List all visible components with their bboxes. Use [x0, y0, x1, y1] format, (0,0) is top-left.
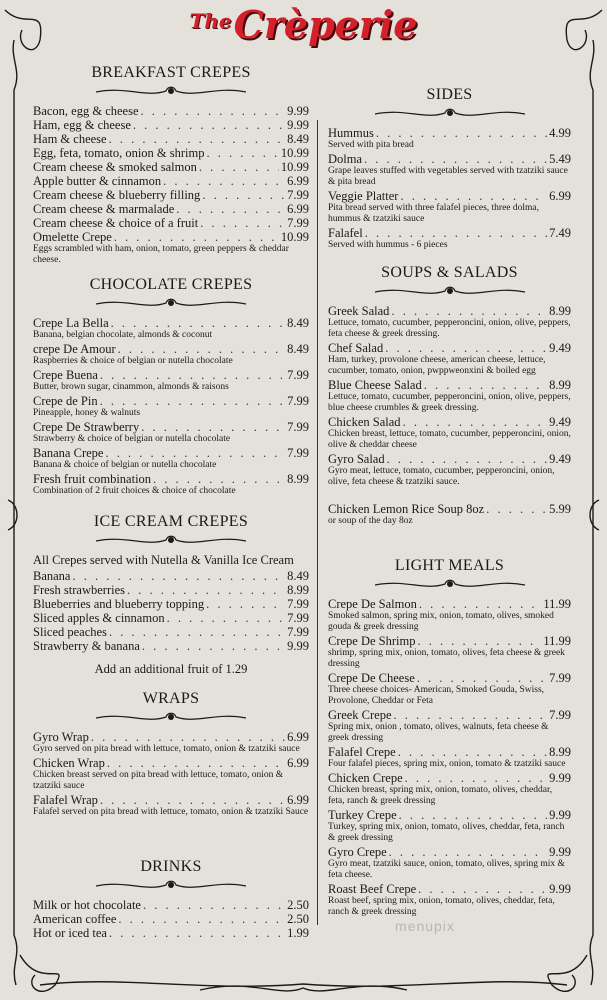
menu-item: Ham & cheese . . . 8.49 — [33, 132, 309, 146]
flourish-icon — [96, 708, 246, 726]
menu-item: Roast Beef Crepe . . . 9.99 — [328, 882, 571, 896]
section-title: LIGHT MEALS — [394, 557, 505, 574]
section-title: SIDES — [426, 86, 473, 103]
menu-item: Bacon, egg & cheese . . . 9.99 — [33, 104, 309, 118]
flourish-icon — [96, 294, 246, 312]
menu-item: Cream cheese & smoked salmon . . . 10.99 — [33, 160, 309, 174]
item-description: Chicken breast, lettuce, tomato, cucumber, pepperoncini, onion, olive & cheddar cheese — [328, 429, 571, 450]
addon-note: Add an additional fruit of 1.29 — [94, 662, 248, 676]
section-ice-cream-crepes — [33, 513, 309, 676]
section-title: DRINKS — [140, 858, 202, 875]
menu-item: Omelette Crepe . . . 10.99 — [33, 230, 309, 244]
menu-item: Crepe De Strawberry . . . 7.99 — [33, 420, 309, 434]
item-description: Turkey, spring mix, onion, tomato, olives, cheddar, feta, ranch & greek dressing — [328, 822, 565, 843]
section-title: ICE CREAM CREPES — [93, 513, 249, 530]
section-soups-salads — [328, 264, 571, 528]
item-description: Gyro meat, tzatziki sauce, onion, tomato, olives, spring mix & feta cheese. — [328, 859, 565, 880]
logo — [0, 2, 607, 47]
flourish-icon — [96, 531, 246, 549]
section-intro: All Crepes served with Nutella & Vanilla Ice Cream — [33, 553, 294, 567]
menu-item: Hot or iced tea . . . 1.99 — [33, 926, 309, 940]
section-title: CHOCOLATE CREPES — [89, 276, 253, 293]
flourish-icon — [375, 282, 525, 300]
item-description: Pita bread served with three falafel pieces, three dolma, hummus & tzatziki sauce — [328, 203, 540, 224]
menu-item: Turkey Crepe . . . 9.99 — [328, 808, 571, 822]
menu-item: Gyro Wrap . . . 6.99 — [33, 730, 309, 744]
item-description: Pineapple, honey & walnuts — [33, 408, 141, 418]
item-description: Ham, turkey, provolone cheese, american cheese, lettuce, cucumber, tomato, onion, pwppweonxini & boiled egg — [328, 355, 546, 376]
item-description: Raspberries & choice of belgian or nutella chocolate — [33, 356, 233, 366]
section-light-meals — [328, 557, 571, 919]
menu-item: Dolma . . . 5.49 — [328, 152, 571, 166]
item-description: Falafel served on pita bread with lettuce, tomato, onion & tzatziki Sauce — [33, 807, 309, 817]
menu-item: Gyro Crepe . . . 9.99 — [328, 845, 571, 859]
menu-item: Blueberries and blueberry topping . . . 7.99 — [33, 597, 309, 611]
item-description: Butter, brown sugar, cinammon, almonds & raisons — [33, 382, 229, 392]
menu-item: Fresh strawberries . . . 8.99 — [33, 583, 309, 597]
menu-item: Sliced apples & cinnamon . . . 7.99 — [33, 611, 309, 625]
item-description: Spring mix, onion , tomato, olives, walnuts, feta cheese & greek dressing — [328, 722, 549, 743]
section-sides — [328, 86, 571, 252]
menu-item: Crepe De Cheese . . . 7.99 — [328, 671, 571, 685]
section-title: SOUPS & SALADS — [381, 264, 518, 281]
menu-item: Gyro Salad . . . 9.49 — [328, 452, 571, 466]
section-chocolate-crepes — [33, 276, 309, 498]
menu-item: Chicken Crepe . . . 9.99 — [328, 771, 571, 785]
menu-item: Falafel . . . 7.49 — [328, 226, 571, 240]
item-description: Served with pita bread — [328, 140, 414, 150]
menu-item: Blue Cheese Salad . . . 8.99 — [328, 378, 571, 392]
item-description: Eggs scrambled with ham, onion, tomato, green peppers & cheddar cheese. — [33, 244, 289, 265]
item-description: Three cheese choices- American, Smoked Gouda, Swiss, Provolone, Cheddar or Feta — [328, 685, 545, 706]
logo-name: Crèperie — [233, 2, 418, 47]
item-description: Gyro meat, lettuce, tomato, cucumber, pepperoncini, onion, olive, feta cheese & tzatziki sauce. — [328, 466, 555, 487]
item-description: Banana, belgian chocolate, almonds & coconut — [33, 330, 213, 340]
item-description: Smoked salmon, spring mix, onion, tomato, olives, smoked gouda & greek dressing — [328, 611, 554, 632]
menu-item: Crepe de Pin . . . 7.99 — [33, 394, 309, 408]
menu-item: Crepe De Shrimp . . . 11.99 — [328, 634, 571, 648]
item-description: Served with hummus - 6 pieces — [328, 240, 448, 250]
section-breakfast-crepes — [33, 64, 309, 267]
menu-item: American coffee . . . 2.50 — [33, 912, 309, 926]
item-description: Chicken breast, spring mix, onion, tomato, olives, cheddar, feta, ranch & greek dressing — [328, 785, 553, 806]
item-description: Combination of 2 fruit choices & choice of chocolate — [33, 486, 236, 496]
item-description: Lettuce, tomato, cucumber, pepperoncini, onion, olive, peppers, feta cheese & greek dressing. — [328, 318, 571, 339]
menu-item: Chicken Wrap . . . 6.99 — [33, 756, 309, 770]
menu-item: Sliced peaches . . . 7.99 — [33, 625, 309, 639]
section-drinks — [33, 858, 309, 940]
item-description: Banana & choice of belgian or nutella chocolate — [33, 460, 217, 470]
item-description: Four falafel pieces, spring mix, onion, tomato & tzatziki sauce — [328, 759, 566, 769]
section-title: BREAKFAST CREPES — [91, 64, 251, 81]
menu-item: Falafel Crepe . . . 8.99 — [328, 745, 571, 759]
item-description: Gyro served on pita bread with lettuce, tomato, onion & tzatziki sauce — [33, 744, 300, 754]
menu-item: Crepe La Bella . . . 8.49 — [33, 316, 309, 330]
item-description: Chicken breast served on pita bread with lettuce, tomato, onion & tzatziki sauce — [33, 770, 284, 791]
menu-item: Hummus . . . 4.99 — [328, 126, 571, 140]
menu-item: Veggie Platter . . . 6.99 — [328, 189, 571, 203]
flourish-icon — [96, 82, 246, 100]
flourish-icon — [375, 104, 525, 122]
flourish-icon — [96, 876, 246, 894]
section-title: WRAPS — [142, 690, 200, 707]
menu-item: Crepe Buena . . . 7.99 — [33, 368, 309, 382]
menu-item: Chicken Lemon Rice Soup 8oz . . . 5.99 — [328, 502, 571, 516]
item-description: Roast beef, spring mix, onion, tomato, olives, cheddar, feta, ranch & greek dressing — [328, 896, 555, 917]
item-description: shrimp, spring mix, onion, tomato, olives, feta cheese & greek dressing — [328, 648, 565, 669]
item-description: Lettuce, tomato, cucumber, pepperoncini, onion, olive, peppers, blue cheese crumbles & greek dressing. — [328, 392, 571, 413]
menu-item: Banana . . . 8.49 — [33, 569, 309, 583]
item-description: or soup of the day 8oz — [328, 516, 413, 526]
menu-item: Cream cheese & blueberry filling . . . 7.99 — [33, 188, 309, 202]
menu-item: Cream cheese & marmalade . . . 6.99 — [33, 202, 309, 216]
menu-item: Crepe De Salmon . . . 11.99 — [328, 597, 571, 611]
menu-item: Falafel Wrap . . . 6.99 — [33, 793, 309, 807]
menu-item: Fresh fruit combination . . . 8.99 — [33, 472, 309, 486]
item-description: Grape leaves stuffed with vegetables served with tzatziki sauce & pita bread — [328, 166, 568, 187]
menu-item: crepe De Amour . . . 8.49 — [33, 342, 309, 356]
menu-item: Chef Salad . . . 9.49 — [328, 341, 571, 355]
menu-item: Greek Salad . . . 8.99 — [328, 304, 571, 318]
menu-item: Milk or hot chocolate . . . 2.50 — [33, 898, 309, 912]
section-wraps — [33, 690, 309, 819]
menu-item: Ham, egg & cheese . . . 9.99 — [33, 118, 309, 132]
menu-item: Chicken Salad . . . 9.49 — [328, 415, 571, 429]
watermark: menupix — [395, 918, 455, 934]
menu-item: Egg, feta, tomato, onion & shrimp . . . 10.99 — [33, 146, 309, 160]
menu-item: Banana Crepe . . . 7.99 — [33, 446, 309, 460]
item-description: Strawberry & choice of belgian or nutella chocolate — [33, 434, 231, 444]
logo-the: The — [189, 9, 232, 33]
menu-item: Cream cheese & choice of a fruit . . . 7.99 — [33, 216, 309, 230]
menu-item: Apple butter & cinnamon . . . 6.99 — [33, 174, 309, 188]
column-divider — [317, 120, 318, 925]
flourish-icon — [375, 575, 525, 593]
menu-item: Greek Crepe . . . 7.99 — [328, 708, 571, 722]
menu-item: Strawberry & banana . . . 9.99 — [33, 639, 309, 653]
